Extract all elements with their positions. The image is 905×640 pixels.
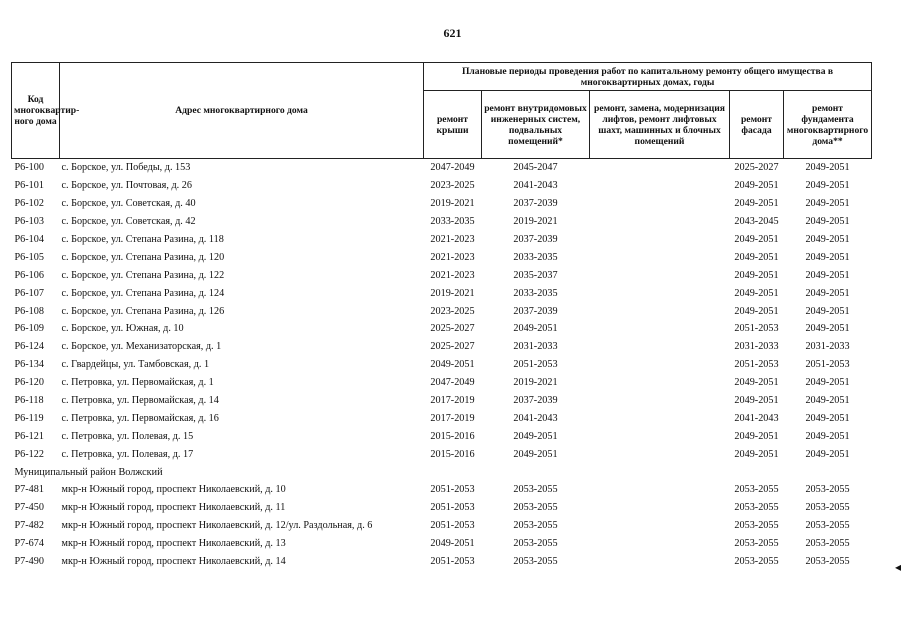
cell-address: с. Петровка, ул. Первомайская, д. 1	[61, 377, 214, 389]
cell-address: с. Петровка, ул. Первомайская, д. 14	[61, 395, 219, 407]
cell-address: мкр-н Южный город, проспект Николаевский, д. 13	[61, 538, 286, 550]
cell-engineering: 2041-2043	[513, 180, 558, 192]
cell-roof: 2021-2023	[430, 269, 475, 281]
cell-engineering: 2037-2039	[513, 234, 558, 245]
cell-code: Р6-134	[14, 359, 44, 371]
cell-elevators	[590, 481, 730, 499]
cell-roof: 2019-2021	[430, 287, 475, 299]
table-row	[12, 320, 872, 338]
cell-facade: 2049-2051	[734, 448, 779, 460]
table-row	[12, 177, 872, 195]
cell-address: мкр-н Южный город, проспект Николаевский, д. 11	[61, 502, 286, 514]
cell-foundation: 2053-2055	[805, 520, 850, 532]
cell-roof: 2049-2051	[430, 359, 475, 371]
header-address: Адрес многоквартирного дома	[60, 63, 424, 159]
cell-foundation: 2049-2051	[805, 430, 850, 442]
header-roof: ремонт крыши	[424, 91, 482, 159]
cell-elevators	[590, 392, 730, 410]
cell-foundation: 2049-2051	[805, 251, 850, 263]
cell-foundation: 2049-2051	[805, 198, 850, 210]
cell-code: Р6-106	[14, 269, 44, 281]
cell-elevators	[590, 231, 730, 249]
table-row	[12, 481, 872, 499]
section-title: Муниципальный район Волжский	[14, 466, 163, 478]
table-row	[12, 517, 872, 535]
cell-engineering: 2041-2043	[513, 412, 558, 424]
table-row	[12, 356, 872, 374]
cell-foundation: 2049-2051	[805, 216, 850, 228]
cell-elevators	[590, 374, 730, 392]
cell-engineering: 2033-2035	[513, 251, 558, 263]
cell-elevators	[590, 195, 730, 213]
header-elevators: ремонт, замена, модернизация лифтов, ремонт лифтовых шахт, машинных и блочных помещений	[590, 91, 730, 159]
cell-foundation: 2049-2051	[805, 377, 850, 389]
cell-elevators	[590, 499, 730, 517]
header-periods: Плановые периоды проведения работ по капитальному ремонту общего имущества в многоквартирных домах, годы	[424, 63, 872, 91]
cell-foundation: 2049-2051	[805, 323, 850, 335]
cell-facade: 2049-2051	[734, 287, 779, 299]
cell-roof: 2051-2053	[430, 556, 475, 568]
cell-elevators	[590, 266, 730, 284]
cell-elevators	[590, 356, 730, 374]
cell-engineering: 2037-2039	[513, 395, 558, 407]
cell-engineering: 2051-2053	[513, 359, 558, 371]
cell-roof: 2023-2025	[430, 305, 475, 317]
cell-foundation: 2053-2055	[805, 556, 850, 568]
cell-foundation: 2049-2051	[805, 162, 850, 174]
cell-code: Р6-120	[14, 377, 44, 389]
cell-foundation: 2049-2051	[805, 287, 850, 299]
cell-engineering: 2053-2055	[513, 502, 558, 514]
cell-foundation: 2053-2055	[805, 538, 850, 550]
cell-foundation: 2053-2055	[805, 484, 850, 496]
table-row	[12, 427, 872, 445]
cell-roof: 2051-2053	[430, 502, 475, 514]
cell-facade: 2043-2045	[734, 216, 779, 228]
cell-engineering: 2019-2021	[513, 377, 558, 389]
cell-elevators	[590, 302, 730, 320]
cell-engineering: 2019-2021	[513, 216, 558, 228]
cell-foundation: 2031-2033	[805, 341, 850, 353]
cell-foundation: 2049-2051	[805, 234, 850, 245]
table-row	[12, 213, 872, 231]
cell-engineering: 2049-2051	[513, 430, 558, 442]
cell-code: Р6-103	[14, 216, 44, 228]
cell-code: Р6-122	[14, 448, 44, 460]
cell-foundation: 2049-2051	[805, 305, 850, 317]
cell-code: Р6-104	[14, 234, 44, 245]
cell-foundation: 2049-2051	[805, 269, 850, 281]
header-facade: ремонт фасада	[730, 91, 784, 159]
table-row	[12, 374, 872, 392]
table-row	[12, 195, 872, 213]
cell-elevators	[590, 159, 730, 177]
cell-roof: 2021-2023	[430, 251, 475, 263]
margin-arrow-mark: ◂	[894, 560, 901, 574]
cell-engineering: 2053-2055	[513, 520, 558, 532]
cell-foundation: 2049-2051	[805, 412, 850, 424]
cell-code: Р6-105	[14, 251, 44, 263]
header-foundation: ремонт фундамента многоквартирного дома**	[784, 91, 872, 159]
cell-code: Р6-109	[14, 323, 44, 335]
cell-foundation: 2053-2055	[805, 502, 850, 514]
cell-engineering: 2037-2039	[513, 198, 558, 210]
cell-engineering: 2031-2033	[513, 341, 558, 353]
cell-roof: 2021-2023	[430, 234, 475, 245]
cell-engineering: 2033-2035	[513, 287, 558, 299]
cell-foundation: 2051-2053	[805, 359, 850, 371]
cell-code: Р7-450	[14, 502, 44, 514]
table-row	[12, 553, 872, 571]
table-row	[12, 392, 872, 410]
table-row	[12, 302, 872, 320]
table-row	[12, 499, 872, 517]
section-row	[12, 463, 872, 481]
cell-address: с. Борское, ул. Южная, д. 10	[61, 323, 184, 335]
cell-code: Р6-107	[14, 287, 44, 299]
cell-address: с. Петровка, ул. Первомайская, д. 16	[61, 412, 219, 424]
table-row	[12, 248, 872, 266]
cell-code: Р6-124	[14, 341, 44, 353]
cell-foundation: 2049-2051	[805, 448, 850, 460]
cell-facade: 2053-2055	[734, 538, 779, 550]
cell-elevators	[590, 320, 730, 338]
table-row	[12, 445, 872, 463]
cell-elevators	[590, 427, 730, 445]
cell-roof: 2017-2019	[430, 395, 475, 407]
table-row	[12, 159, 872, 177]
cell-roof: 2017-2019	[430, 412, 475, 424]
cell-facade: 2049-2051	[734, 377, 779, 389]
cell-roof: 2025-2027	[430, 341, 475, 353]
cell-address: с. Борское, ул. Степана Разина, д. 124	[61, 287, 225, 299]
cell-roof: 2047-2049	[430, 377, 475, 389]
cell-engineering: 2045-2047	[513, 162, 558, 174]
cell-facade: 2053-2055	[734, 502, 779, 514]
cell-address: мкр-н Южный город, проспект Николаевский, д. 14	[61, 556, 286, 568]
cell-facade: 2041-2043	[734, 412, 779, 424]
cell-roof: 2049-2051	[430, 538, 475, 550]
cell-facade: 2051-2053	[734, 359, 779, 371]
cell-code: Р7-481	[14, 484, 44, 496]
cell-address: с. Борское, ул. Степана Разина, д. 122	[61, 269, 225, 281]
cell-facade: 2025-2027	[734, 162, 779, 174]
cell-roof: 2047-2049	[430, 162, 475, 174]
cell-facade: 2053-2055	[734, 556, 779, 568]
cell-address: с. Борское, ул. Почтовая, д. 26	[61, 180, 192, 192]
cell-code: Р7-482	[14, 520, 44, 532]
cell-engineering: 2049-2051	[513, 323, 558, 335]
table-row	[12, 338, 872, 356]
cell-engineering: 2035-2037	[513, 269, 558, 281]
cell-address: с. Борское, ул. Советская, д. 40	[61, 198, 196, 210]
header-code: Код многоквартир-ного дома	[12, 63, 60, 159]
cell-address: с. Борское, ул. Победы, д. 153	[61, 162, 191, 174]
table-row	[12, 535, 872, 553]
cell-code: Р6-121	[14, 430, 44, 442]
cell-code: Р6-108	[14, 305, 44, 317]
cell-elevators	[590, 284, 730, 302]
cell-code: Р7-490	[14, 556, 44, 568]
cell-facade: 2031-2033	[734, 341, 779, 353]
cell-engineering: 2053-2055	[513, 556, 558, 568]
cell-facade: 2049-2051	[734, 269, 779, 281]
cell-roof: 2015-2016	[430, 448, 475, 460]
cell-elevators	[590, 445, 730, 463]
cell-address: мкр-н Южный город, проспект Николаевский, д. 10	[61, 484, 286, 496]
cell-facade: 2049-2051	[734, 251, 779, 263]
cell-foundation: 2049-2051	[805, 180, 850, 192]
cell-facade: 2049-2051	[734, 234, 779, 245]
table-row	[12, 284, 872, 302]
cell-roof: 2033-2035	[430, 216, 475, 228]
cell-facade: 2049-2051	[734, 395, 779, 407]
table-row	[12, 409, 872, 427]
cell-facade: 2051-2053	[734, 323, 779, 335]
cell-address: с. Петровка, ул. Полевая, д. 15	[61, 430, 194, 442]
cell-address: мкр-н Южный город, проспект Николаевский, д. 12/ул. Раздольная, д. 6	[61, 520, 373, 532]
cell-foundation: 2049-2051	[805, 395, 850, 407]
cell-code: Р6-100	[14, 162, 44, 174]
cell-code: Р7-674	[14, 538, 44, 550]
cell-elevators	[590, 517, 730, 535]
cell-elevators	[590, 213, 730, 231]
cell-engineering: 2049-2051	[513, 448, 558, 460]
cell-roof: 2019-2021	[430, 198, 475, 210]
cell-roof: 2051-2053	[430, 484, 475, 496]
capital-repair-schedule-table	[11, 62, 872, 570]
cell-roof: 2051-2053	[430, 520, 475, 532]
cell-roof: 2025-2027	[430, 323, 475, 335]
cell-elevators	[590, 338, 730, 356]
cell-facade: 2049-2051	[734, 430, 779, 442]
table-row	[12, 231, 872, 249]
cell-code: Р6-102	[14, 198, 44, 210]
cell-code: Р6-101	[14, 180, 44, 192]
table-row	[12, 266, 872, 284]
table-body	[12, 159, 872, 571]
header-engineering: ремонт внутридомовых инженерных систем, подвальных помещений*	[482, 91, 590, 159]
cell-elevators	[590, 535, 730, 553]
cell-roof: 2023-2025	[430, 180, 475, 192]
cell-engineering: 2053-2055	[513, 538, 558, 550]
cell-elevators	[590, 553, 730, 571]
cell-address: с. Борское, ул. Механизаторская, д. 1	[61, 341, 222, 353]
cell-roof: 2015-2016	[430, 430, 475, 442]
cell-facade: 2049-2051	[734, 180, 779, 192]
cell-facade: 2053-2055	[734, 520, 779, 532]
cell-address: с. Петровка, ул. Полевая, д. 17	[61, 448, 194, 460]
cell-facade: 2049-2051	[734, 198, 779, 210]
cell-code: Р6-119	[14, 412, 44, 424]
cell-facade: 2049-2051	[734, 305, 779, 317]
cell-address: с. Борское, ул. Степана Разина, д. 118	[61, 234, 224, 245]
cell-address: с. Борское, ул. Степана Разина, д. 126	[61, 305, 225, 317]
cell-address: с. Борское, ул. Советская, д. 42	[61, 216, 196, 228]
cell-elevators	[590, 409, 730, 427]
cell-elevators	[590, 248, 730, 266]
cell-engineering: 2053-2055	[513, 484, 558, 496]
cell-engineering: 2037-2039	[513, 305, 558, 317]
cell-code: Р6-118	[14, 395, 44, 407]
cell-address: с. Гвардейцы, ул. Тамбовская, д. 1	[61, 359, 210, 371]
page-number: 621	[443, 26, 462, 40]
cell-facade: 2053-2055	[734, 484, 779, 496]
cell-address: с. Борское, ул. Степана Разина, д. 120	[61, 251, 225, 263]
cell-elevators	[590, 177, 730, 195]
